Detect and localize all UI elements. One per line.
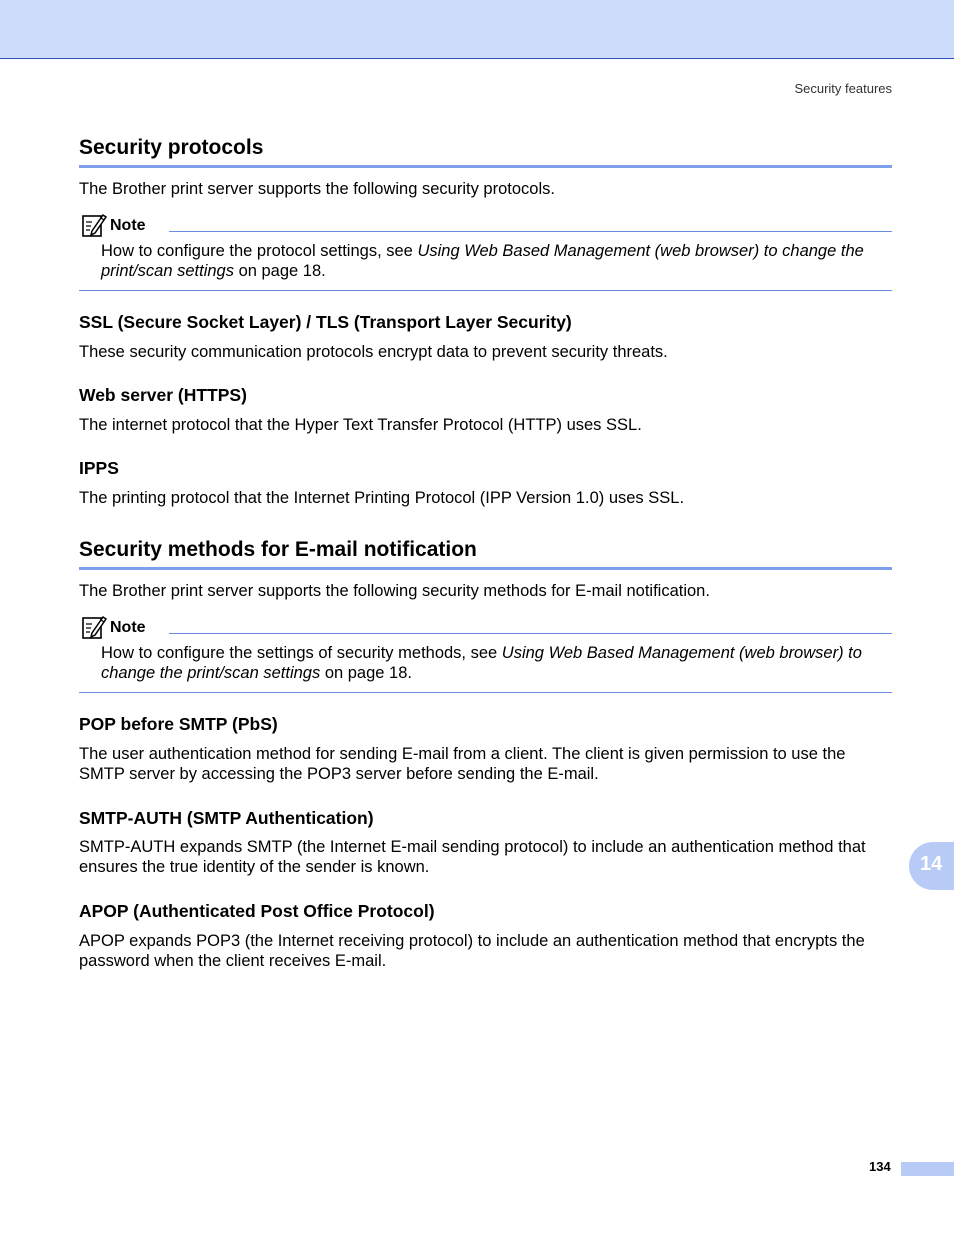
note-label: Note xyxy=(110,619,146,636)
section-title: Security methods for E-mail notification xyxy=(79,538,477,561)
note-header xyxy=(79,614,892,640)
note-header xyxy=(79,212,892,238)
note-pencil-icon xyxy=(81,614,107,640)
note-text-pre: How to configure the protocol settings, see xyxy=(101,242,418,260)
chapter-tab xyxy=(909,842,954,890)
note-rule xyxy=(169,633,892,634)
subsection-body: The internet protocol that the Hyper Text Transfer Protocol (HTTP) uses SSL. xyxy=(79,416,642,434)
note-text-post: on page 18. xyxy=(320,664,412,682)
chapter-number: 14 xyxy=(920,853,943,875)
section-intro: The Brother print server supports the following security protocols. xyxy=(79,180,555,198)
subsection-title: APOP (Authenticated Post Office Protocol) xyxy=(79,901,435,921)
subsection-title: POP before SMTP (PbS) xyxy=(79,714,278,734)
note-text-post: on page 18. xyxy=(233,262,326,280)
note-pencil-icon xyxy=(81,212,107,238)
subsection-body: The user authentication method for sending E-mail from a client. The client is given permission to use the SMTP server by accessing the POP3 server before sending the E-mail. xyxy=(79,745,846,783)
note-text-pre: How to configure the settings of security methods, see xyxy=(101,644,502,662)
subsection-body: SMTP-AUTH expands SMTP (the Internet E-mail sending protocol) to include an authentication method that ensures the true identity of the sender is known. xyxy=(79,838,866,876)
header-band xyxy=(0,0,954,59)
subsection-body: The printing protocol that the Internet Printing Protocol (IPP Version 1.0) uses SSL. xyxy=(79,489,685,507)
note-text xyxy=(101,643,893,683)
page-number-block xyxy=(901,1162,954,1176)
section-title: Security protocols xyxy=(79,136,264,159)
subsection-title: SSL (Secure Socket Layer) / TLS (Transport Layer Security) xyxy=(79,312,572,332)
section-intro: The Brother print server supports the following security methods for E-mail notification. xyxy=(79,582,710,600)
note-label: Note xyxy=(110,217,146,234)
section-rule xyxy=(79,165,892,168)
note-end-rule xyxy=(79,290,892,291)
page-number: 134 xyxy=(869,1159,891,1174)
note-end-rule xyxy=(79,692,892,693)
note-reference: Using Web Based Management (web browser) to change the print/scan settings xyxy=(101,644,862,682)
running-header: Security features xyxy=(794,81,892,96)
subsection-title: IPPS xyxy=(79,458,119,478)
note-reference: Using Web Based Management (web browser) to change the print/scan settings xyxy=(101,242,864,280)
subsection-body: These security communication protocols encrypt data to prevent security threats. xyxy=(79,343,668,361)
subsection-title: Web server (HTTPS) xyxy=(79,385,247,405)
note-text xyxy=(101,241,893,281)
subsection-title: SMTP-AUTH (SMTP Authentication) xyxy=(79,808,374,828)
note-rule xyxy=(169,231,892,232)
subsection-body: APOP expands POP3 (the Internet receiving protocol) to include an authentication method that encrypts the password when the client receives E-mail. xyxy=(79,932,865,970)
section-rule xyxy=(79,567,892,570)
